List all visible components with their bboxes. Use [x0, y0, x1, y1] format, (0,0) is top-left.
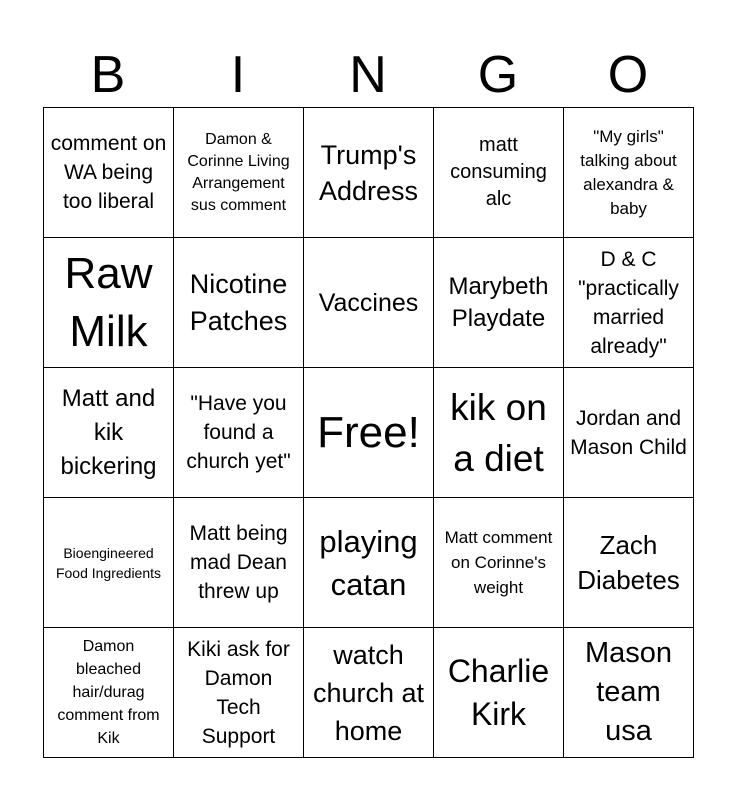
cell-text: matt consuming alc [450, 134, 547, 210]
cell-text: Matt being mad Dean threw up [189, 522, 288, 603]
bingo-cell[interactable] [174, 108, 304, 238]
header-letter-o: O [607, 46, 649, 104]
free-space-text: Free! [317, 407, 420, 457]
bingo-row [44, 368, 694, 498]
header-letter-b: B [90, 46, 126, 104]
cell-text: Mason team usa [584, 637, 673, 747]
cell-text: Nicotine Patches [189, 268, 288, 336]
bingo-cell[interactable] [174, 498, 304, 628]
cell-text: "My girls" talking about alexandra & baby [580, 126, 677, 218]
cell-text: Charlie Kirk [447, 652, 550, 732]
cell-text: Matt comment on Corinne's weight [444, 528, 553, 597]
cell-text: playing catan [319, 523, 418, 602]
cell-text: Vaccines [318, 288, 419, 317]
cell-text: "Have you found a church yet" [186, 392, 291, 473]
cell-text: Marybeth Playdate [448, 272, 549, 332]
bingo-cell[interactable] [174, 368, 304, 498]
cell-text: Matt and kik bickering [60, 384, 157, 480]
bingo-cell[interactable] [44, 498, 174, 628]
cell-text: kik on a diet [450, 386, 547, 479]
bingo-cell[interactable] [44, 108, 174, 238]
bingo-cell[interactable] [304, 238, 434, 368]
bingo-cell[interactable] [434, 498, 564, 628]
bingo-cell[interactable] [304, 628, 434, 758]
bingo-cell[interactable] [564, 498, 694, 628]
cell-text: Kiki ask for Damon Tech Support [187, 637, 290, 748]
bingo-cell[interactable] [434, 238, 564, 368]
bingo-row [44, 628, 694, 758]
cell-text: Zach Diabetes [577, 529, 680, 595]
bingo-cell[interactable] [174, 238, 304, 368]
header-letter-g: G [477, 46, 519, 104]
bingo-cell[interactable] [174, 628, 304, 758]
bingo-cell[interactable] [564, 108, 694, 238]
bingo-cell[interactable] [44, 628, 174, 758]
cell-text: watch church at home [312, 639, 425, 746]
cell-text: Bioengineered Food Ingredients [55, 544, 162, 581]
cell-text: Raw Milk [64, 248, 153, 356]
cell-text: Trump's Address [318, 139, 419, 206]
bingo-grid [43, 107, 694, 758]
cell-text: Damon & Corinne Living Arrangement sus comment [187, 130, 290, 214]
cell-text: Damon bleached hair/durag comment from Kik [57, 638, 160, 747]
bingo-cell[interactable] [44, 368, 174, 498]
bingo-cell[interactable] [564, 238, 694, 368]
bingo-cell[interactable] [434, 368, 564, 498]
bingo-cell[interactable] [434, 628, 564, 758]
bingo-cell[interactable] [304, 108, 434, 238]
bingo-header [43, 44, 693, 106]
cell-text: D & C "practically married already" [578, 247, 679, 358]
bingo-cell[interactable] [304, 368, 434, 498]
bingo-cell[interactable] [434, 108, 564, 238]
bingo-row [44, 108, 694, 238]
bingo-cell[interactable] [304, 498, 434, 628]
header-letter-i: I [230, 46, 246, 104]
cell-text: comment on WA being too liberal [50, 132, 167, 213]
bingo-cell[interactable] [564, 368, 694, 498]
cell-text: Jordan and Mason Child [570, 406, 687, 459]
bingo-cell[interactable] [564, 628, 694, 758]
bingo-cell[interactable] [44, 238, 174, 368]
header-letter-n: N [349, 46, 387, 104]
bingo-row [44, 238, 694, 368]
bingo-row [44, 498, 694, 628]
